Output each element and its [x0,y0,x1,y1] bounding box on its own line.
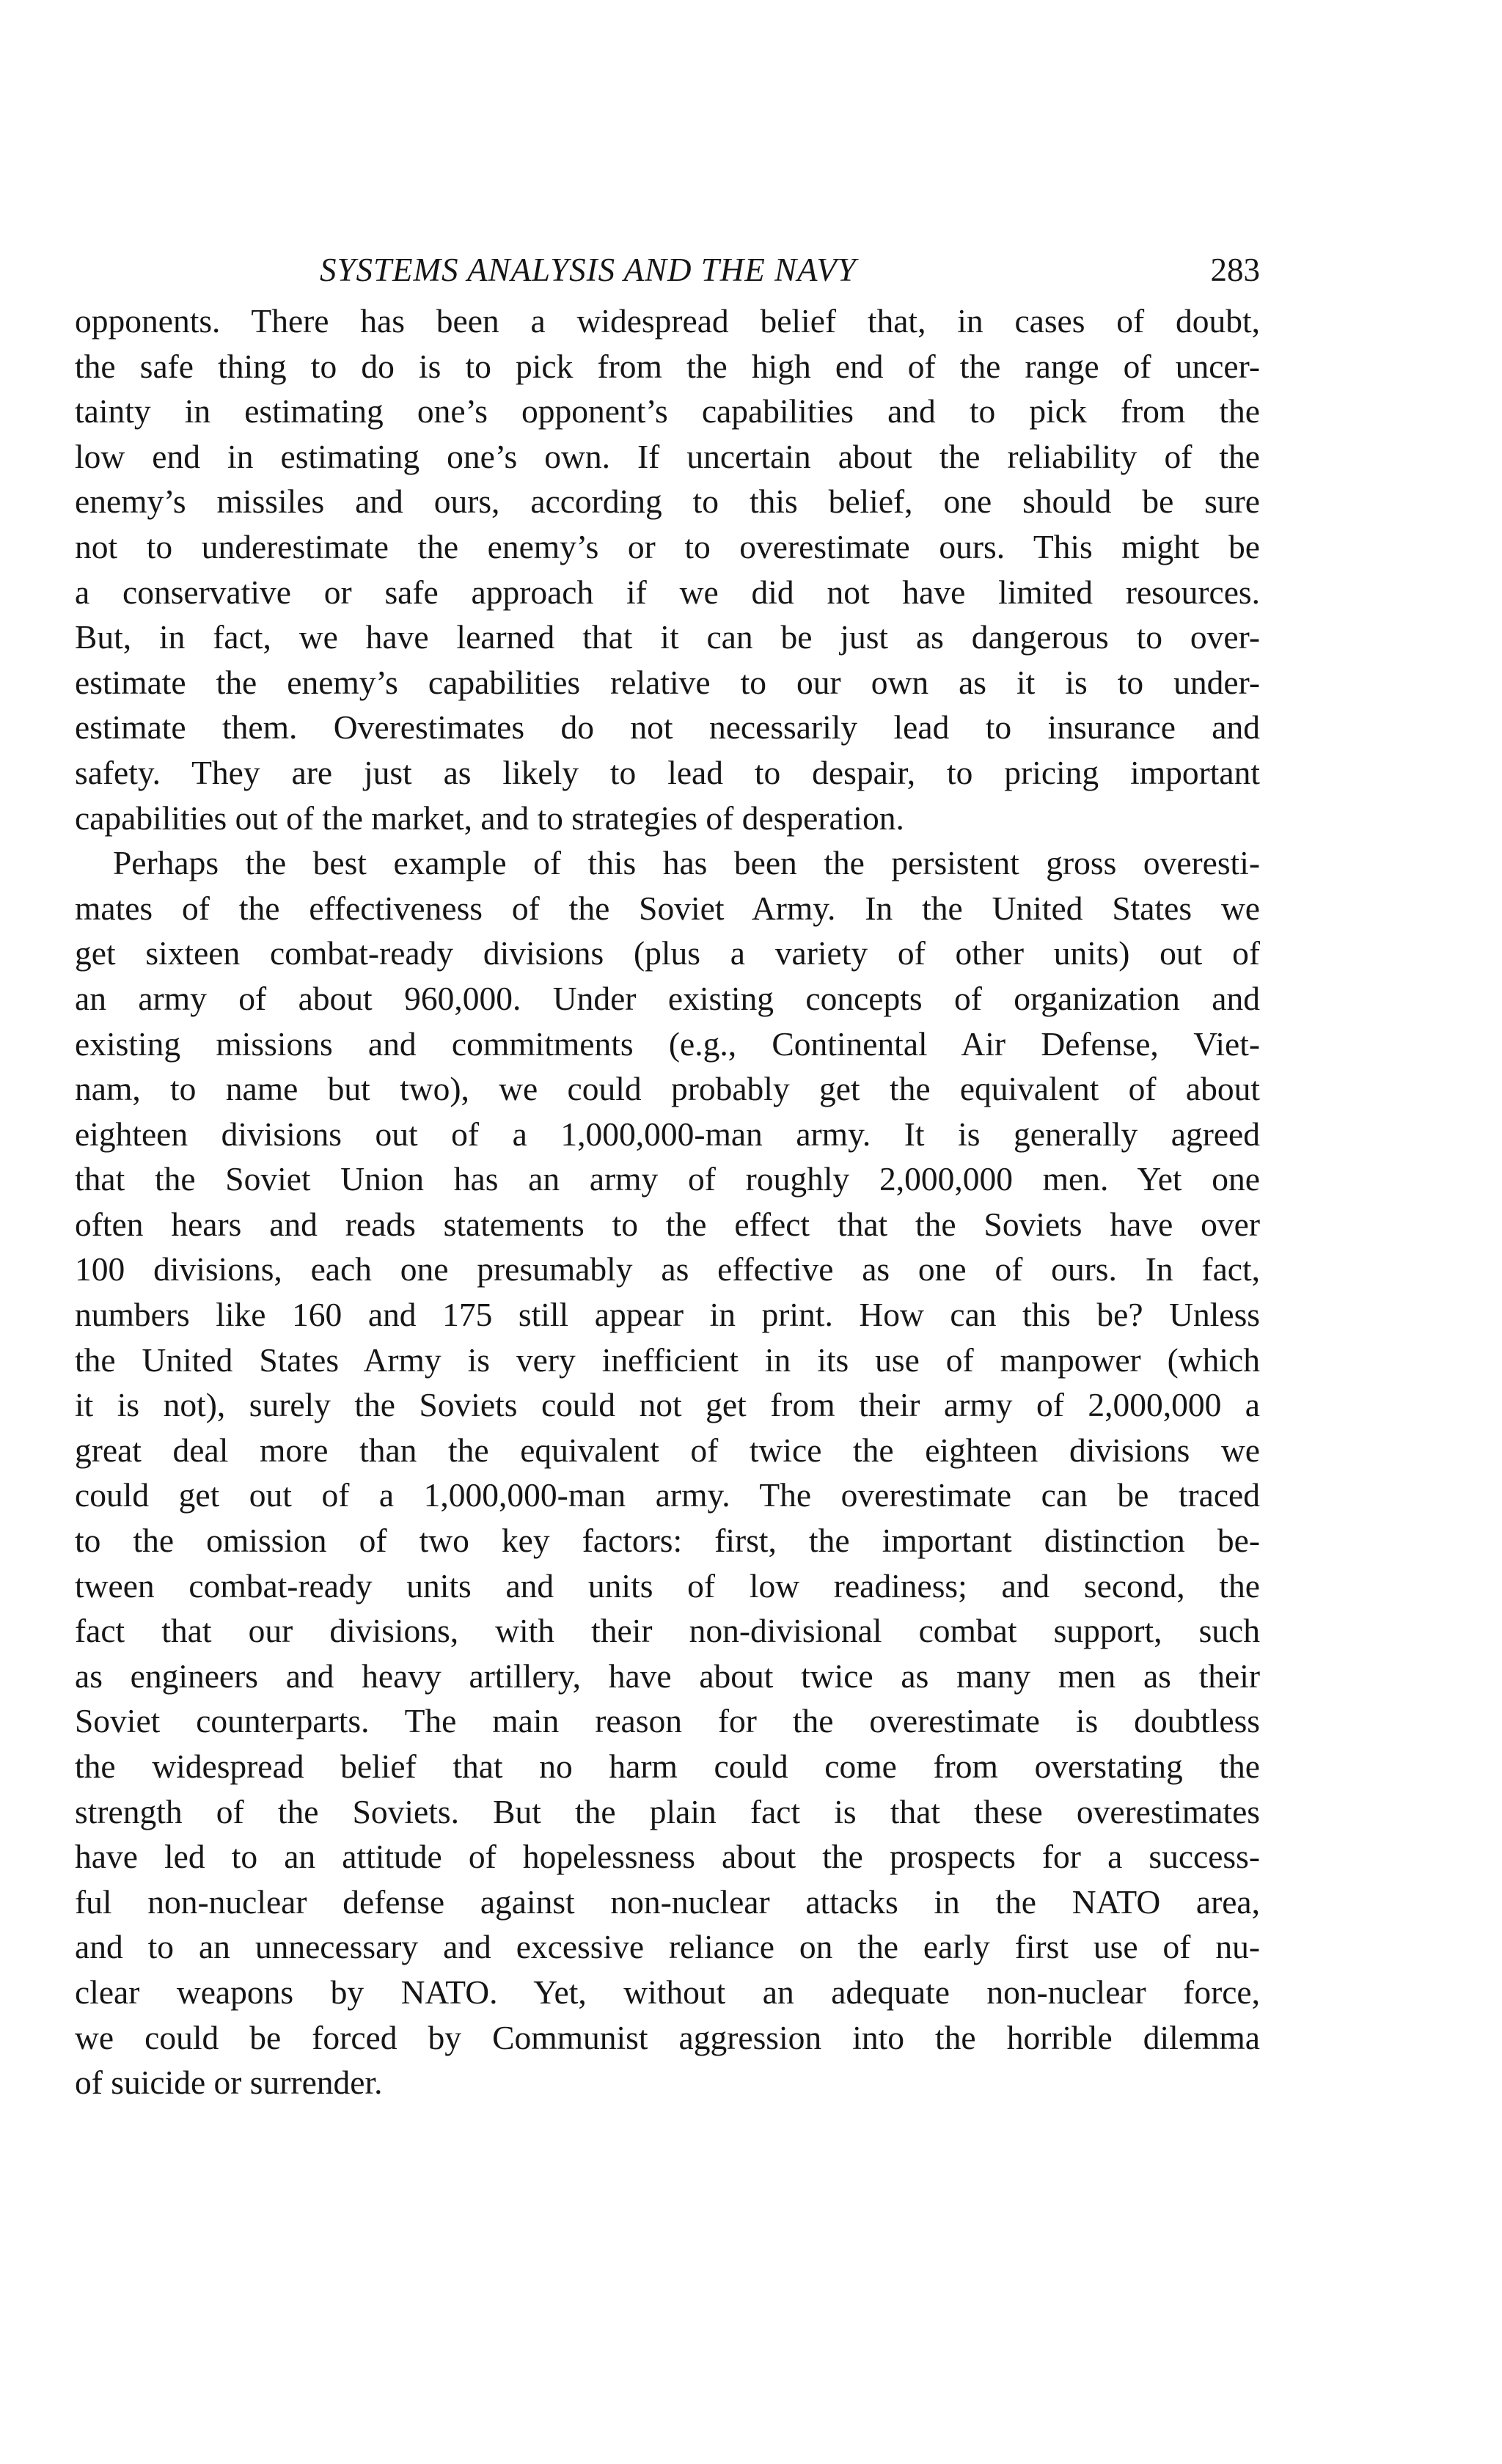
text-line: great deal more than the equivalent of twice the eighteen divisions we [75,1431,1260,1469]
text-line: we could be forced by Communist aggression into the horrible dilemma [75,2018,1260,2056]
text-line: mates of the effectiveness of the Soviet Army. In the United States we [75,889,1260,927]
paragraph-2 [75,840,1260,2105]
text-line: opponents. There has been a widespread belief that, in cases of doubt, [75,302,1260,340]
page-number: 283 [1210,252,1260,288]
text-line: the widespread belief that no harm could come from overstating the [75,1748,1260,1785]
text-line: nam, to name but two), we could probably get the equivalent of about [75,1070,1260,1108]
text-line: estimate them. Overestimates do not necessarily lead to insurance and [75,708,1260,747]
text-line: have led to an attitude of hopelessness about the prospects for a success- [75,1838,1260,1876]
text-line: strength of the Soviets. But the plain fact is that these overestimates [75,1792,1260,1830]
running-head [320,248,1260,292]
text-line: capabilities out of the market, and to strategies of desperation. [75,799,904,837]
text-line: numbers like 160 and 175 still appear in print. How can this be? Unless [75,1296,1260,1334]
text-line: that the Soviet Union has an army of roughly 2,000,000 men. Yet one [75,1160,1260,1198]
text-line: Soviet counterparts. The main reason for the overestimate is doubtless [75,1702,1260,1740]
text-line: tainty in estimating one’s opponent’s capabilities and to pick from the [75,392,1260,430]
text-line: 100 divisions, each one presumably as effective as one of ours. In fact, [75,1250,1260,1288]
text-line: Perhaps the best example of this has been the persistent gross overesti- [113,844,1260,882]
text-line: eighteen divisions out of a 1,000,000-man army. It is generally agreed [75,1115,1260,1153]
text-line: ful non-nuclear defense against non-nuclear attacks in the NATO area, [75,1882,1260,1921]
body-text [75,298,1260,2105]
text-line: enemy’s missiles and ours, according to this belief, one should be sure [75,483,1260,521]
paragraph-1 [75,298,1260,840]
text-line: low end in estimating one’s own. If uncertain about the reliability of the [75,437,1260,475]
text-line: safety. They are just as likely to lead to despair, to pricing important [75,753,1260,791]
text-line: get sixteen combat-ready divisions (plus a variety of other units) out of [75,934,1260,972]
text-line: often hears and reads statements to the effect that the Soviets have over [75,1205,1260,1243]
text-line: the safe thing to do is to pick from the high end of the range of uncer- [75,347,1260,385]
text-line: estimate the enemy’s capabilities relative to our own as it is to under- [75,663,1260,701]
text-line: fact that our divisions, with their non-divisional combat support, such [75,1612,1260,1650]
text-line: could get out of a 1,000,000-man army. The overestimate can be traced [75,1476,1260,1514]
text-line: tween combat-ready units and units of low readiness; and second, the [75,1566,1260,1605]
text-line: and to an unnecessary and excessive reliance on the early first use of nu- [75,1928,1260,1966]
text-line: clear weapons by NATO. Yet, without an adequate non-nuclear force, [75,1973,1260,2011]
text-line: to the omission of two key factors: first, the important distinction be- [75,1522,1260,1560]
text-line: not to underestimate the enemy’s or to overestimate ours. This might be [75,527,1260,565]
text-line: a conservative or safe approach if we did not have limited resources. [75,573,1260,611]
text-line: an army of about 960,000. Under existing concepts of organization and [75,979,1260,1017]
running-title: SYSTEMS ANALYSIS AND THE NAVY [320,252,857,288]
text-line: existing missions and commitments (e.g., Continental Air Defense, Viet- [75,1024,1260,1063]
text-line: But, in fact, we have learned that it can be just as dangerous to over- [75,618,1260,656]
text-line: it is not), surely the Soviets could not get from their army of 2,000,000 a [75,1386,1260,1424]
text-line: as engineers and heavy artillery, have about twice as many men as their [75,1657,1260,1695]
text-line: of suicide or surrender. [75,2064,383,2102]
text-line: the United States Army is very inefficient in its use of manpower (which [75,1341,1260,1379]
